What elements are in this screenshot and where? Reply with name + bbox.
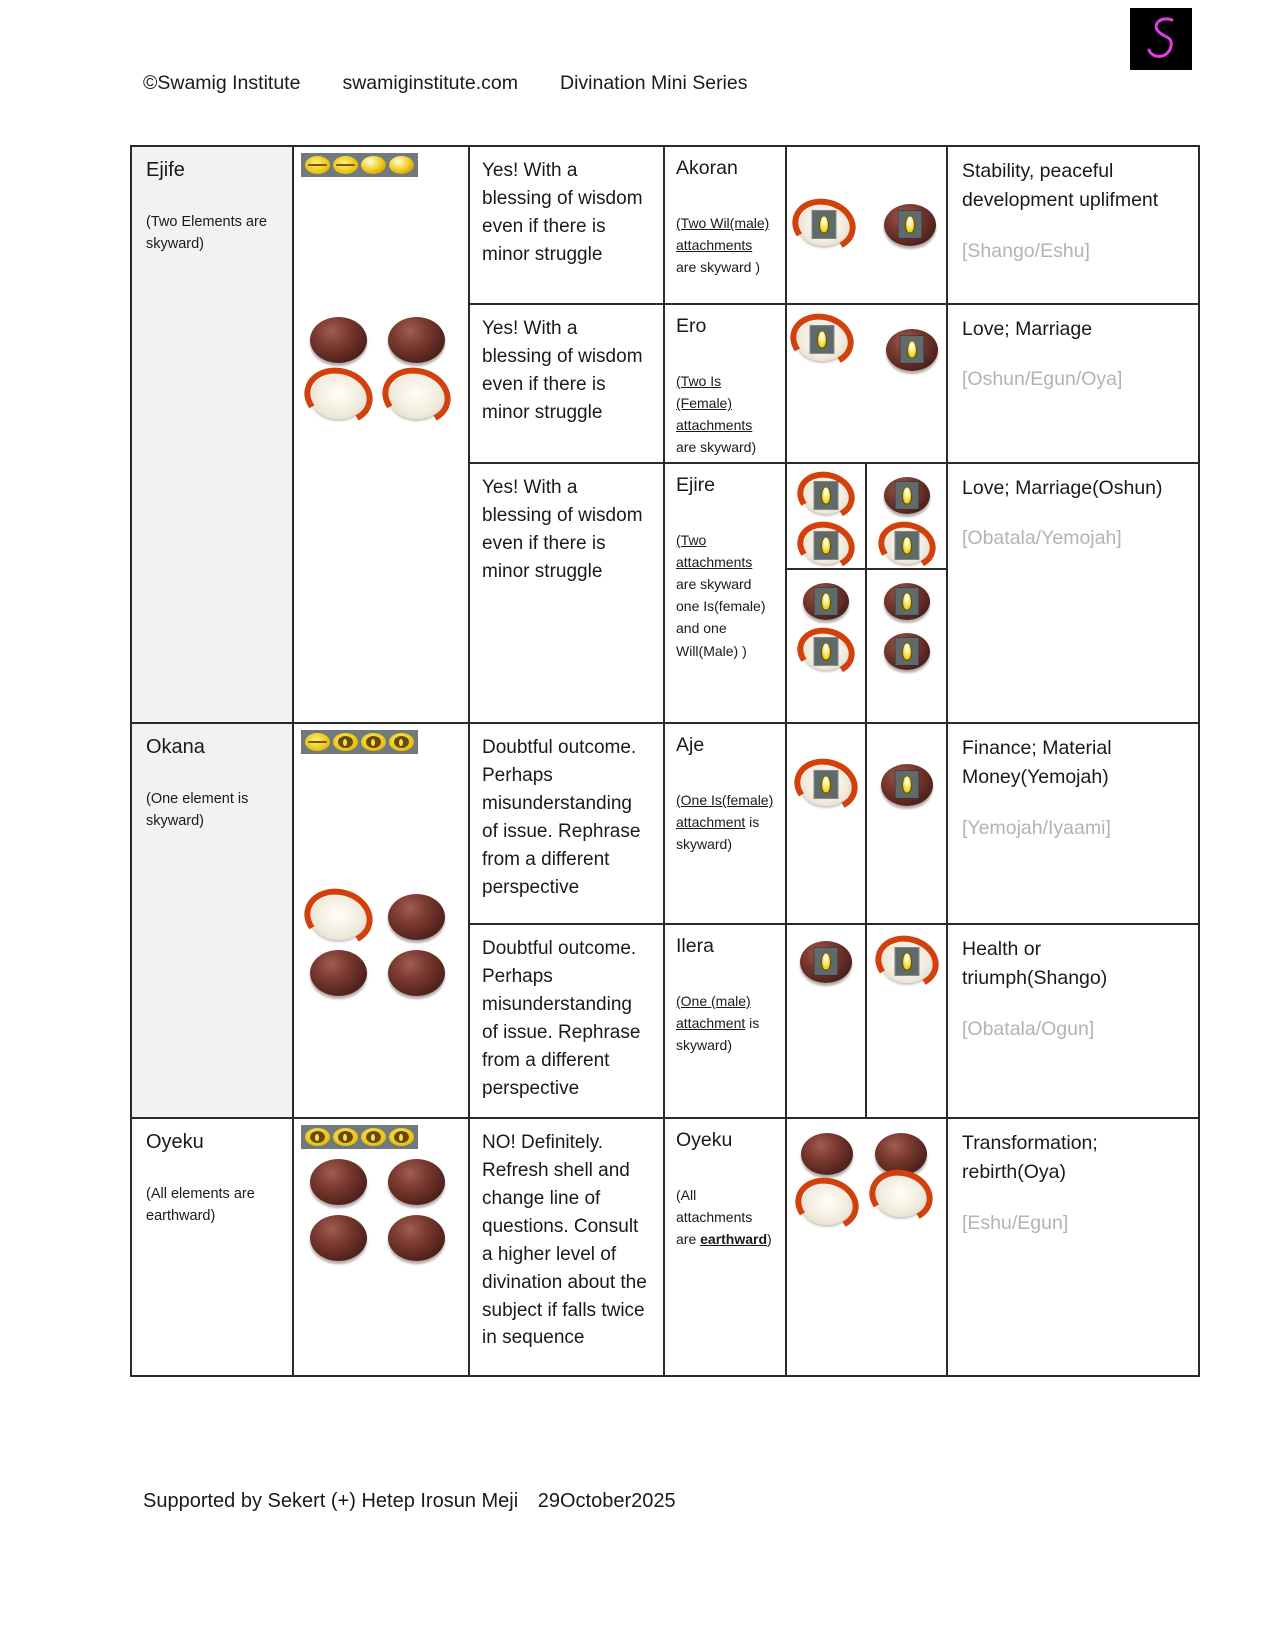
meaning-text: Love; Marriage [962, 318, 1093, 340]
cowrie-open-icon [389, 1128, 414, 1146]
sign-cell-ero [665, 305, 787, 464]
shell-photo-group-oyeku [310, 1159, 450, 1261]
sign-name: Akoran [676, 157, 738, 179]
white-shell-seed-icon [798, 204, 850, 246]
sign-name: Oyeku [676, 1129, 733, 1151]
shells-ilera-left [787, 925, 867, 1119]
shells-oyeku [787, 1119, 948, 1377]
series-title: Divination Mini Series [560, 72, 748, 94]
sign-group-note: (Two Elements are skyward) [146, 214, 267, 252]
seed-icon [812, 211, 835, 238]
cowrie-open-icon [361, 1128, 386, 1146]
sign-group-note: (One element is skyward) [146, 791, 249, 829]
dark-shell-seed-icon [800, 941, 852, 983]
seed-icon [898, 211, 921, 238]
white-shell-seed-icon [884, 527, 930, 564]
footer-text: Supported by Sekert (+) Hetep Irosun Meji [143, 1490, 519, 1512]
orisha-text: [Oshun/Egun/Oya] [962, 368, 1123, 391]
outcome-ejire: Yes! With a blessing of wisdom even if there is minor struggle [470, 464, 665, 724]
copyright-text: ©Swamig Institute [143, 72, 301, 94]
white-shell-seed-icon [800, 764, 852, 806]
orisha-text: [Obatala/Ogun] [962, 1017, 1095, 1040]
outcome-akoran: Yes! With a blessing of wisdom even if there is minor struggle [470, 147, 665, 305]
shells-akoran [787, 147, 948, 305]
seed-icon [900, 336, 923, 363]
cowrie-back-icon [361, 156, 386, 174]
meaning-cell-ejire [948, 464, 1200, 724]
sign-group-name: Ejife [146, 159, 185, 181]
dark-shell-seed-icon [884, 204, 936, 246]
sign-note: (One (male) attachment is skyward) [676, 993, 760, 1054]
white-shell-seed-icon [803, 477, 849, 514]
seed-icon [895, 637, 918, 664]
orisha-text: [Shango/Eshu] [962, 239, 1090, 262]
dark-shell-icon [388, 317, 445, 363]
seed-icon [815, 948, 838, 975]
cowrie-open-icon [361, 733, 386, 751]
sign-name: Ero [676, 315, 707, 337]
orisha-text: [Obatala/Yemojah] [962, 527, 1122, 550]
meaning-cell-ilera [948, 925, 1200, 1119]
sign-cell-aje [665, 724, 787, 925]
sign-group-name: Oyeku [146, 1131, 204, 1153]
meaning-text: Love; Marriage(Oshun) [962, 477, 1163, 499]
sign-note: (One Is(female) attachment is skyward) [676, 792, 774, 853]
cowrie-slit-icon [305, 156, 330, 174]
cowrie-slit-icon [333, 156, 358, 174]
sign-name: Ejire [676, 474, 716, 496]
dark-shell-seed-icon [884, 477, 930, 514]
sign-group-note: (All elements are earthward) [146, 1186, 255, 1224]
shells-aje-right [867, 724, 948, 925]
header-bar [143, 72, 748, 95]
cowrie-open-icon [389, 733, 414, 751]
photo-cell-okana [294, 724, 470, 1119]
sign-note: (Two Wil(male) attachments are skyward ) [676, 215, 770, 276]
dark-shell-icon [388, 1215, 445, 1261]
footer-date: 29October2025 [537, 1490, 676, 1512]
seed-icon [895, 771, 918, 798]
seed-icon [815, 587, 838, 614]
footer-line [143, 1490, 676, 1513]
outcome-ero: Yes! With a blessing of wisdom even if there is minor struggle [470, 305, 665, 464]
logo-s-glyph [1139, 14, 1183, 64]
white-shell-icon [310, 894, 367, 940]
seed-icon [895, 587, 918, 614]
seed-icon [810, 326, 833, 353]
white-shell-seed-icon [796, 319, 848, 361]
white-shell-icon [310, 373, 367, 419]
shells-ejire-bottom-left [787, 570, 867, 724]
cowrie-back-icon [389, 156, 414, 174]
cowrie-strip-okana [301, 730, 418, 754]
cowrie-strip-ejife [301, 153, 418, 177]
shells-ejire-top-right [867, 464, 948, 570]
shell-photo-group-okana [310, 894, 450, 996]
dark-shell-icon [310, 1159, 367, 1205]
seed-icon [895, 948, 918, 975]
divination-table [130, 145, 1200, 1377]
sign-cell-oyeku [665, 1119, 787, 1377]
dark-shell-icon [388, 950, 445, 996]
seed-icon [815, 771, 838, 798]
dark-shell-seed-icon [803, 583, 849, 620]
meaning-text: Stability, peaceful development uplifment [962, 160, 1159, 212]
website-text: swamiginstitute.com [342, 72, 518, 94]
white-shell-icon [875, 1175, 927, 1217]
meaning-text: Finance; Material Money(Yemojah) [962, 737, 1112, 789]
white-shell-icon [801, 1183, 853, 1225]
dark-shell-seed-icon [886, 329, 938, 371]
shell-photo-group-ejife [310, 317, 450, 419]
meaning-cell-aje [948, 724, 1200, 925]
dark-shell-icon [310, 1215, 367, 1261]
meaning-text: Health or triumph(Shango) [962, 938, 1108, 990]
shells-aje-left [787, 724, 867, 925]
seed-icon [815, 531, 838, 558]
sign-note: (Two attachments are skyward one Is(female) and one Will(Male) ) [676, 532, 766, 659]
dark-shell-icon [388, 1159, 445, 1205]
cowrie-open-icon [333, 1128, 358, 1146]
meaning-cell-oyeku [948, 1119, 1200, 1377]
outcome-oyeku: NO! Definitely. Refresh shell and change line of questions. Consult a higher level of divination about the subject if falls twice in sequence [470, 1119, 665, 1377]
dark-shell-seed-icon [884, 583, 930, 620]
meaning-cell-akoran [948, 147, 1200, 305]
sign-note: (All attachments are earthward) [676, 1187, 772, 1248]
outcome-ilera: Doubtful outcome. Perhaps misunderstanding of issue. Rephrase from a different perspective [470, 925, 665, 1119]
institute-logo [1130, 8, 1192, 70]
sign-cell-ejire [665, 464, 787, 724]
sign-note: (Two Is (Female) attachments are skyward) [676, 373, 757, 456]
sign-name: Aje [676, 734, 705, 756]
outcome-aje: Doubtful outcome. Perhaps misunderstanding of issue. Rephrase from a different perspective [470, 724, 665, 925]
cowrie-open-icon [333, 733, 358, 751]
dark-shell-icon [388, 894, 445, 940]
meaning-text: Transformation; rebirth(Oya) [962, 1132, 1098, 1184]
orisha-text: [Eshu/Egun] [962, 1211, 1069, 1234]
orisha-text: [Yemojah/Iyaami] [962, 816, 1111, 839]
sign-group-name: Okana [146, 736, 205, 758]
shells-ero [787, 305, 948, 464]
row-label-oyeku [132, 1119, 294, 1377]
dark-shell-seed-icon [884, 633, 930, 670]
white-shell-icon [388, 373, 445, 419]
seed-icon [815, 637, 838, 664]
sign-cell-akoran [665, 147, 787, 305]
dark-shell-icon [310, 317, 367, 363]
sign-name: Ilera [676, 935, 714, 957]
cowrie-slit-icon [305, 733, 330, 751]
white-shell-seed-icon [803, 633, 849, 670]
cowrie-strip-oyeku [301, 1125, 418, 1149]
photo-cell-oyeku [294, 1119, 470, 1377]
cowrie-open-icon [305, 1128, 330, 1146]
dark-shell-icon [801, 1133, 853, 1175]
photo-cell-ejife [294, 147, 470, 724]
sign-cell-ilera [665, 925, 787, 1119]
dark-shell-seed-icon [881, 764, 933, 806]
shells-ejire-bottom-right [867, 570, 948, 724]
row-label-ejife [132, 147, 294, 724]
seed-icon [895, 481, 918, 508]
shells-ejire-top-left [787, 464, 867, 570]
white-shell-seed-icon [803, 527, 849, 564]
seed-icon [815, 481, 838, 508]
dark-shell-icon [310, 950, 367, 996]
white-shell-seed-icon [881, 941, 933, 983]
meaning-cell-ero [948, 305, 1200, 464]
row-label-okana [132, 724, 294, 1119]
seed-icon [895, 531, 918, 558]
shells-ilera-right [867, 925, 948, 1119]
